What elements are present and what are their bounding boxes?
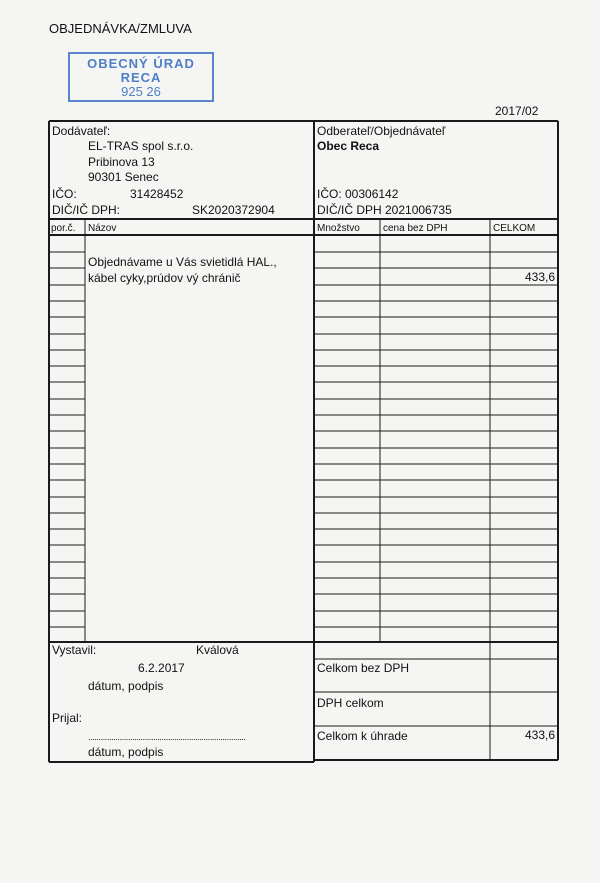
issued-label: Vystavil: (52, 643, 97, 657)
supplier-city: 90301 Senec (88, 170, 159, 184)
supplier-ico: 31428452 (130, 187, 184, 201)
amount-due-value: 433,6 (524, 728, 555, 742)
supplier-dic-label: DIČ/IČ DPH: (52, 203, 121, 217)
item-total: 433,6 (524, 270, 555, 284)
item-description-line-2: kábel cyky,prúdov vý chránič (88, 271, 241, 285)
col-header-name: Názov (88, 223, 117, 234)
col-header-price: cena bez DPH (383, 223, 448, 234)
issued-by: Kválová (196, 643, 239, 657)
document-title: OBJEDNÁVKA/ZMLUVA (49, 21, 192, 36)
col-header-total: CELKOM (493, 223, 536, 234)
stamp-line-2: RECA (120, 70, 162, 85)
col-header-no: por.č. (51, 223, 76, 234)
signature-line: ........................................................................... (88, 732, 246, 742)
stamp-line-1: OBECNÝ ÚRAD (87, 56, 195, 71)
net-total-label: Celkom bez DPH (317, 661, 410, 675)
item-description-line-1: Objednávame u Vás svietidlá HAL., (88, 255, 277, 269)
stamp-line-3: 925 26 (121, 84, 161, 99)
issued-date: 6.2.2017 (138, 661, 185, 675)
amount-due-label: Celkom k úhrade (317, 729, 408, 743)
col-header-qty: Množstvo (317, 223, 360, 234)
document-number: 2017/02 (495, 104, 539, 118)
supplier-dic: SK2020372904 (192, 203, 275, 217)
customer-dic: DIČ/IČ DPH 2021006735 (317, 203, 452, 217)
issued-date-sign-label: dátum, podpis (88, 679, 164, 693)
supplier-label: Dodávateľ: (52, 124, 111, 138)
customer-name: Obec Reca (317, 139, 380, 153)
supplier-street: Pribinova 13 (88, 155, 155, 169)
customer-ico: IČO: 00306142 (317, 187, 399, 201)
received-date-sign-label: dátum, podpis (88, 745, 164, 759)
vat-total-label: DPH celkom (317, 696, 384, 710)
received-label: Prijal: (52, 711, 83, 725)
supplier-ico-label: IČO: (52, 187, 77, 201)
supplier-name: EL-TRAS spol s.r.o. (88, 139, 194, 153)
customer-label: Odberateľ/Objednávateľ (317, 124, 446, 138)
